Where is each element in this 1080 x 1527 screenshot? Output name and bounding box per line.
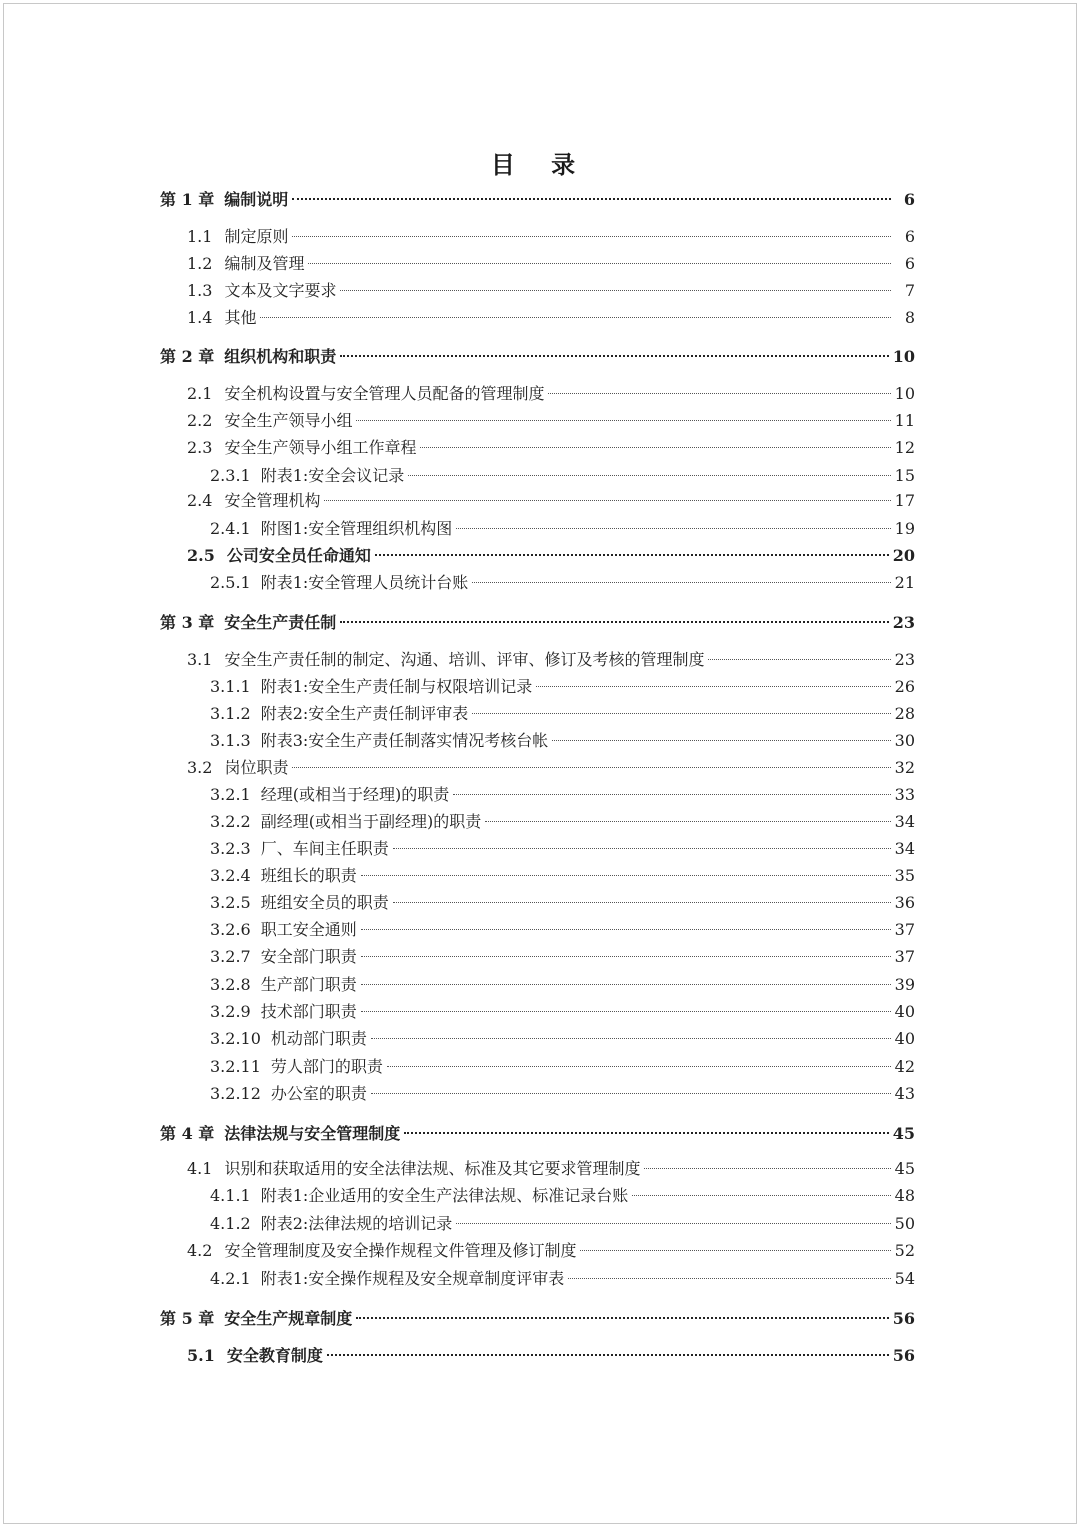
toc-page-number: 34 <box>894 839 915 858</box>
toc-entry-title: 安全生产领导小组工作章程 <box>224 438 417 457</box>
toc-entry-title: 其他 <box>224 308 257 327</box>
toc-page-number: 19 <box>894 519 915 538</box>
toc-page-number: 37 <box>894 920 915 939</box>
toc-dot-leader <box>361 1011 891 1012</box>
toc-page-number: 28 <box>894 704 915 723</box>
toc-entry-title: 附表1:安全会议记录 <box>260 466 405 485</box>
toc-entry-number: 1.3 <box>187 281 213 300</box>
toc-entry-title: 劳人部门的职责 <box>270 1057 383 1076</box>
toc-page-number: 37 <box>894 947 915 966</box>
toc-dot-leader <box>393 902 891 903</box>
toc-entry-number: 3.1.3 <box>210 731 251 750</box>
toc-entry[interactable] <box>187 489 915 513</box>
toc-entry[interactable] <box>210 729 915 753</box>
toc-entry-number: 3.2.7 <box>210 947 251 966</box>
page-title: 目 录 <box>490 150 590 179</box>
toc-entry-label <box>160 1122 400 1146</box>
toc-page-number: 6 <box>904 227 915 246</box>
toc-page-number: 26 <box>894 677 915 696</box>
toc-entry-number: 3.1.1 <box>210 677 251 696</box>
toc-entry-number: 3.1.2 <box>210 704 251 723</box>
toc-chapter-entry[interactable] <box>160 611 915 635</box>
toc-page-number: 54 <box>894 1269 915 1288</box>
toc-entry-number: 第 5 章 <box>160 1309 215 1328</box>
toc-entry-title: 编制及管理 <box>224 254 305 273</box>
toc-dot-leader <box>361 875 891 876</box>
toc-entry-number: 3.2.4 <box>210 866 251 885</box>
toc-page-number: 39 <box>894 975 915 994</box>
toc-entry-title: 安全教育制度 <box>226 1346 323 1365</box>
toc-dot-leader <box>456 1223 890 1224</box>
toc-dot-leader <box>580 1250 890 1251</box>
toc-entry-label <box>210 891 389 915</box>
toc-entry-number: 4.2.1 <box>210 1269 251 1288</box>
toc-entry[interactable] <box>187 306 915 330</box>
toc-page-number: 15 <box>894 466 915 485</box>
toc-entry-title: 经理(或相当于经理)的职责 <box>260 785 450 804</box>
toc-page-number: 10 <box>892 347 915 366</box>
toc-entry-label <box>187 544 371 568</box>
toc-entry-number: 2.1 <box>187 384 213 403</box>
toc-entry-number: 3.2.3 <box>210 839 251 858</box>
toc-dot-leader <box>308 263 891 264</box>
toc-entry-title: 安全机构设置与安全管理人员配备的管理制度 <box>224 384 545 403</box>
toc-entry-label <box>187 1344 323 1368</box>
toc-dot-leader <box>632 1195 890 1196</box>
toc-entry-number: 3.2 <box>187 758 213 777</box>
toc-dot-leader <box>356 1317 888 1319</box>
toc-entry-number: 2.5 <box>187 546 215 565</box>
toc-entry-number: 2.5.1 <box>210 573 251 592</box>
toc-entry[interactable] <box>210 571 915 595</box>
toc-entry-label <box>210 837 389 861</box>
toc-entry-title: 安全管理制度及安全操作规程文件管理及修订制度 <box>224 1241 577 1260</box>
toc-entry-title: 附表1:安全管理人员统计台账 <box>260 573 469 592</box>
toc-entry-label <box>210 783 449 807</box>
toc-page-number: 7 <box>904 281 915 300</box>
toc-page-number: 30 <box>894 731 915 750</box>
toc-entry[interactable] <box>210 1000 915 1024</box>
toc-entry-label <box>210 1267 564 1291</box>
toc-entry-number: 2.3.1 <box>210 466 251 485</box>
toc-chapter-entry[interactable] <box>160 1307 915 1331</box>
toc-entry-title: 安全生产责任制 <box>224 613 337 632</box>
toc-entry-label <box>210 1055 383 1079</box>
toc-entry-title: 附表1:安全生产责任制与权限培训记录 <box>260 677 533 696</box>
toc-dot-leader <box>456 528 890 529</box>
toc-dot-leader <box>340 621 888 623</box>
toc-dot-leader <box>327 1354 889 1356</box>
toc-page-number: 42 <box>894 1057 915 1076</box>
toc-page-number: 43 <box>894 1084 915 1103</box>
toc-dot-leader <box>536 686 890 687</box>
toc-entry-title: 生产部门职责 <box>260 975 357 994</box>
toc-entry-number: 3.2.2 <box>210 812 251 831</box>
toc-page-number: 40 <box>894 1002 915 1021</box>
toc-chapter-entry[interactable] <box>160 188 915 212</box>
toc-entry-title: 附表1:安全操作规程及安全规章制度评审表 <box>260 1269 565 1288</box>
toc-page-number: 50 <box>894 1214 915 1233</box>
toc-dot-leader <box>356 420 890 421</box>
toc-dot-leader <box>340 355 888 357</box>
toc-entry-number: 4.1.2 <box>210 1214 251 1233</box>
toc-entry[interactable] <box>210 1212 915 1236</box>
toc-page-number: 34 <box>894 812 915 831</box>
toc-entry-title: 安全管理机构 <box>224 491 321 510</box>
toc-dot-leader <box>548 393 890 394</box>
toc-entry-title: 副经理(或相当于副经理)的职责 <box>260 812 482 831</box>
toc-page-number: 17 <box>894 491 915 510</box>
toc-entry-number: 4.2 <box>187 1241 213 1260</box>
toc-page-number: 10 <box>894 384 915 403</box>
toc-entry-number: 2.3 <box>187 438 213 457</box>
toc-dot-leader <box>371 1093 891 1094</box>
toc-dot-leader <box>408 475 890 476</box>
toc-entry-number: 2.4.1 <box>210 519 251 538</box>
toc-entry[interactable] <box>210 675 915 699</box>
toc-entry-number: 第 3 章 <box>160 613 215 632</box>
toc-dot-leader <box>420 447 890 448</box>
toc-entry-title: 安全生产领导小组 <box>224 411 353 430</box>
toc-entry-label <box>210 702 468 726</box>
toc-page-number: 33 <box>894 785 915 804</box>
toc-dot-leader <box>387 1066 891 1067</box>
toc-entry-title: 安全生产规章制度 <box>224 1309 353 1328</box>
toc-entry-number: 3.2.11 <box>210 1057 261 1076</box>
toc-entry-label <box>187 279 336 303</box>
toc-entry[interactable] <box>187 1344 915 1368</box>
toc-entry-label <box>187 409 352 433</box>
toc-entry-label <box>187 1157 640 1181</box>
toc-dot-leader <box>375 554 889 556</box>
toc-entry-label <box>210 517 452 541</box>
toc-entry[interactable] <box>187 436 915 460</box>
toc-entry[interactable] <box>210 973 915 997</box>
toc-entry-title: 技术部门职责 <box>260 1002 357 1021</box>
toc-dot-leader <box>260 317 891 318</box>
toc-dot-leader <box>404 1132 888 1134</box>
toc-dot-leader <box>453 794 890 795</box>
toc-entry-title: 附表2:安全生产责任制评审表 <box>260 704 469 723</box>
toc-entry-label <box>160 345 336 369</box>
toc-dot-leader <box>708 659 890 660</box>
toc-entry[interactable] <box>187 252 915 276</box>
toc-entry-title: 机动部门职责 <box>270 1029 367 1048</box>
toc-entry[interactable] <box>210 1027 915 1051</box>
toc-page-number: 23 <box>892 613 915 632</box>
toc-entry[interactable] <box>210 810 915 834</box>
toc-dot-leader <box>292 198 891 200</box>
toc-entry-label <box>210 464 404 488</box>
toc-entry-title: 办公室的职责 <box>270 1084 367 1103</box>
toc-entry-label <box>187 306 256 330</box>
toc-entry[interactable] <box>187 382 915 406</box>
toc-entry-number: 1.4 <box>187 308 213 327</box>
toc-entry-title: 制定原则 <box>224 227 289 246</box>
toc-entry-label <box>210 675 532 699</box>
toc-entry-label <box>160 188 288 212</box>
toc-entry[interactable] <box>187 279 915 303</box>
toc-entry-number: 4.1.1 <box>210 1186 251 1205</box>
toc-entry-title: 岗位职责 <box>224 758 289 777</box>
toc-entry-number: 3.1 <box>187 650 213 669</box>
toc-entry-label <box>210 1212 452 1236</box>
toc-entry-title: 法律法规与安全管理制度 <box>224 1124 401 1143</box>
toc-entry-title: 识别和获取适用的安全法律法规、标准及其它要求管理制度 <box>224 1159 641 1178</box>
toc-entry[interactable] <box>187 648 915 672</box>
toc-entry[interactable] <box>210 918 915 942</box>
toc-chapter-entry[interactable] <box>160 1122 915 1146</box>
toc-entry[interactable] <box>210 891 915 915</box>
toc-dot-leader <box>485 821 890 822</box>
toc-entry-label <box>210 1082 367 1106</box>
toc-page-number: 56 <box>892 1346 915 1365</box>
toc-page-number: 40 <box>894 1029 915 1048</box>
toc-dot-leader <box>472 713 890 714</box>
toc-entry-number: 3.2.1 <box>210 785 251 804</box>
toc-entry-title: 安全部门职责 <box>260 947 357 966</box>
toc-entry-label <box>210 1184 628 1208</box>
toc-entry[interactable] <box>210 1184 915 1208</box>
toc-entry[interactable] <box>187 225 915 249</box>
toc-entry-title: 职工安全通则 <box>260 920 357 939</box>
toc-entry-label <box>187 756 288 780</box>
toc-page-number: 35 <box>894 866 915 885</box>
toc-entry-title: 安全生产责任制的制定、沟通、培训、评审、修订及考核的管理制度 <box>224 650 705 669</box>
toc-entry-number: 3.2.9 <box>210 1002 251 1021</box>
toc-entry-title: 班组安全员的职责 <box>260 893 389 912</box>
toc-entry-title: 附图1:安全管理组织机构图 <box>260 519 453 538</box>
toc-entry-number: 2.4 <box>187 491 213 510</box>
toc-entry-number: 第 2 章 <box>160 347 215 366</box>
toc-entry[interactable] <box>187 756 915 780</box>
toc-entry[interactable] <box>210 945 915 969</box>
toc-entry[interactable] <box>187 1239 915 1263</box>
toc-entry-title: 班组长的职责 <box>260 866 357 885</box>
toc-entry-label <box>160 611 336 635</box>
toc-entry-title: 文本及文字要求 <box>224 281 337 300</box>
toc-entry[interactable] <box>210 1055 915 1079</box>
toc-entry-number: 1.1 <box>187 227 213 246</box>
toc-entry[interactable] <box>210 1082 915 1106</box>
toc-entry[interactable] <box>210 702 915 726</box>
toc-page-number: 36 <box>894 893 915 912</box>
toc-entry[interactable] <box>210 464 915 488</box>
toc-entry-title: 厂、车间主任职责 <box>260 839 389 858</box>
toc-entry-title: 附表1:企业适用的安全生产法律法规、标准记录台账 <box>260 1186 629 1205</box>
toc-entry[interactable] <box>187 409 915 433</box>
toc-dot-leader <box>472 582 890 583</box>
toc-dot-leader <box>340 290 891 291</box>
toc-entry-label <box>210 729 548 753</box>
toc-entry[interactable] <box>210 517 915 541</box>
toc-entry-label <box>210 810 481 834</box>
toc-entry-label <box>210 1000 357 1024</box>
toc-entry-number: 1.2 <box>187 254 213 273</box>
toc-entry-label <box>210 945 357 969</box>
toc-entry-label <box>210 973 357 997</box>
toc-entry-label <box>210 1027 367 1051</box>
toc-entry-number: 3.2.5 <box>210 893 251 912</box>
toc-entry-label <box>187 489 320 513</box>
toc-entry-number: 2.2 <box>187 411 213 430</box>
toc-entry-title: 附表2:法律法规的培训记录 <box>260 1214 453 1233</box>
toc-entry-label <box>187 436 416 460</box>
toc-entry-number: 4.1 <box>187 1159 213 1178</box>
toc-entry-label <box>187 382 544 406</box>
toc-chapter-entry[interactable] <box>160 345 915 369</box>
toc-entry-label <box>187 1239 576 1263</box>
toc-entry-label <box>160 1307 352 1331</box>
toc-page-number: 20 <box>892 546 915 565</box>
toc-page-number: 11 <box>894 411 915 430</box>
toc-dot-leader <box>371 1038 891 1039</box>
toc-entry-number: 第 1 章 <box>160 190 215 209</box>
toc-page-number: 6 <box>904 254 915 273</box>
toc-dot-leader <box>361 984 891 985</box>
toc-entry[interactable] <box>210 1267 915 1291</box>
toc-dot-leader <box>393 848 891 849</box>
toc-entry-label <box>187 225 288 249</box>
toc-dot-leader <box>292 767 890 768</box>
toc-dot-leader <box>568 1278 890 1279</box>
toc-page-number: 8 <box>904 308 915 327</box>
toc-page-number: 45 <box>892 1124 915 1143</box>
toc-entry[interactable] <box>210 783 915 807</box>
toc-entry-number: 3.2.10 <box>210 1029 261 1048</box>
toc-dot-leader <box>361 929 891 930</box>
toc-entry-number: 3.2.6 <box>210 920 251 939</box>
toc-entry-title: 公司安全员任命通知 <box>226 546 371 565</box>
toc-entry-title: 组织机构和职责 <box>224 347 337 366</box>
toc-page-number: 12 <box>894 438 915 457</box>
toc-dot-leader <box>644 1168 890 1169</box>
toc-entry[interactable] <box>187 544 915 568</box>
toc-page-number: 52 <box>894 1241 915 1260</box>
toc-page-number: 45 <box>894 1159 915 1178</box>
toc-page-number: 32 <box>894 758 915 777</box>
toc-entry-number: 3.2.12 <box>210 1084 261 1103</box>
toc-entry[interactable] <box>210 837 915 861</box>
toc-dot-leader <box>324 500 890 501</box>
toc-page-number: 6 <box>903 190 915 209</box>
toc-entry-label <box>187 648 704 672</box>
toc-page-number: 48 <box>894 1186 915 1205</box>
toc-entry-number: 5.1 <box>187 1346 215 1365</box>
toc-entry-title: 编制说明 <box>224 190 289 209</box>
toc-page-number: 23 <box>894 650 915 669</box>
toc-entry-title: 附表3:安全生产责任制落实情况考核台帐 <box>260 731 549 750</box>
toc-dot-leader <box>552 740 890 741</box>
toc-entry-label <box>210 571 468 595</box>
toc-page-number: 21 <box>894 573 915 592</box>
toc-entry-label <box>210 918 357 942</box>
toc-entry-label <box>210 864 357 888</box>
toc-entry-number: 第 4 章 <box>160 1124 215 1143</box>
toc-dot-leader <box>361 956 891 957</box>
toc-dot-leader <box>292 236 891 237</box>
toc-entry[interactable] <box>187 1157 915 1181</box>
toc-page-number: 56 <box>892 1309 915 1328</box>
toc-entry-number: 3.2.8 <box>210 975 251 994</box>
toc-entry[interactable] <box>210 864 915 888</box>
toc-entry-label <box>187 252 304 276</box>
